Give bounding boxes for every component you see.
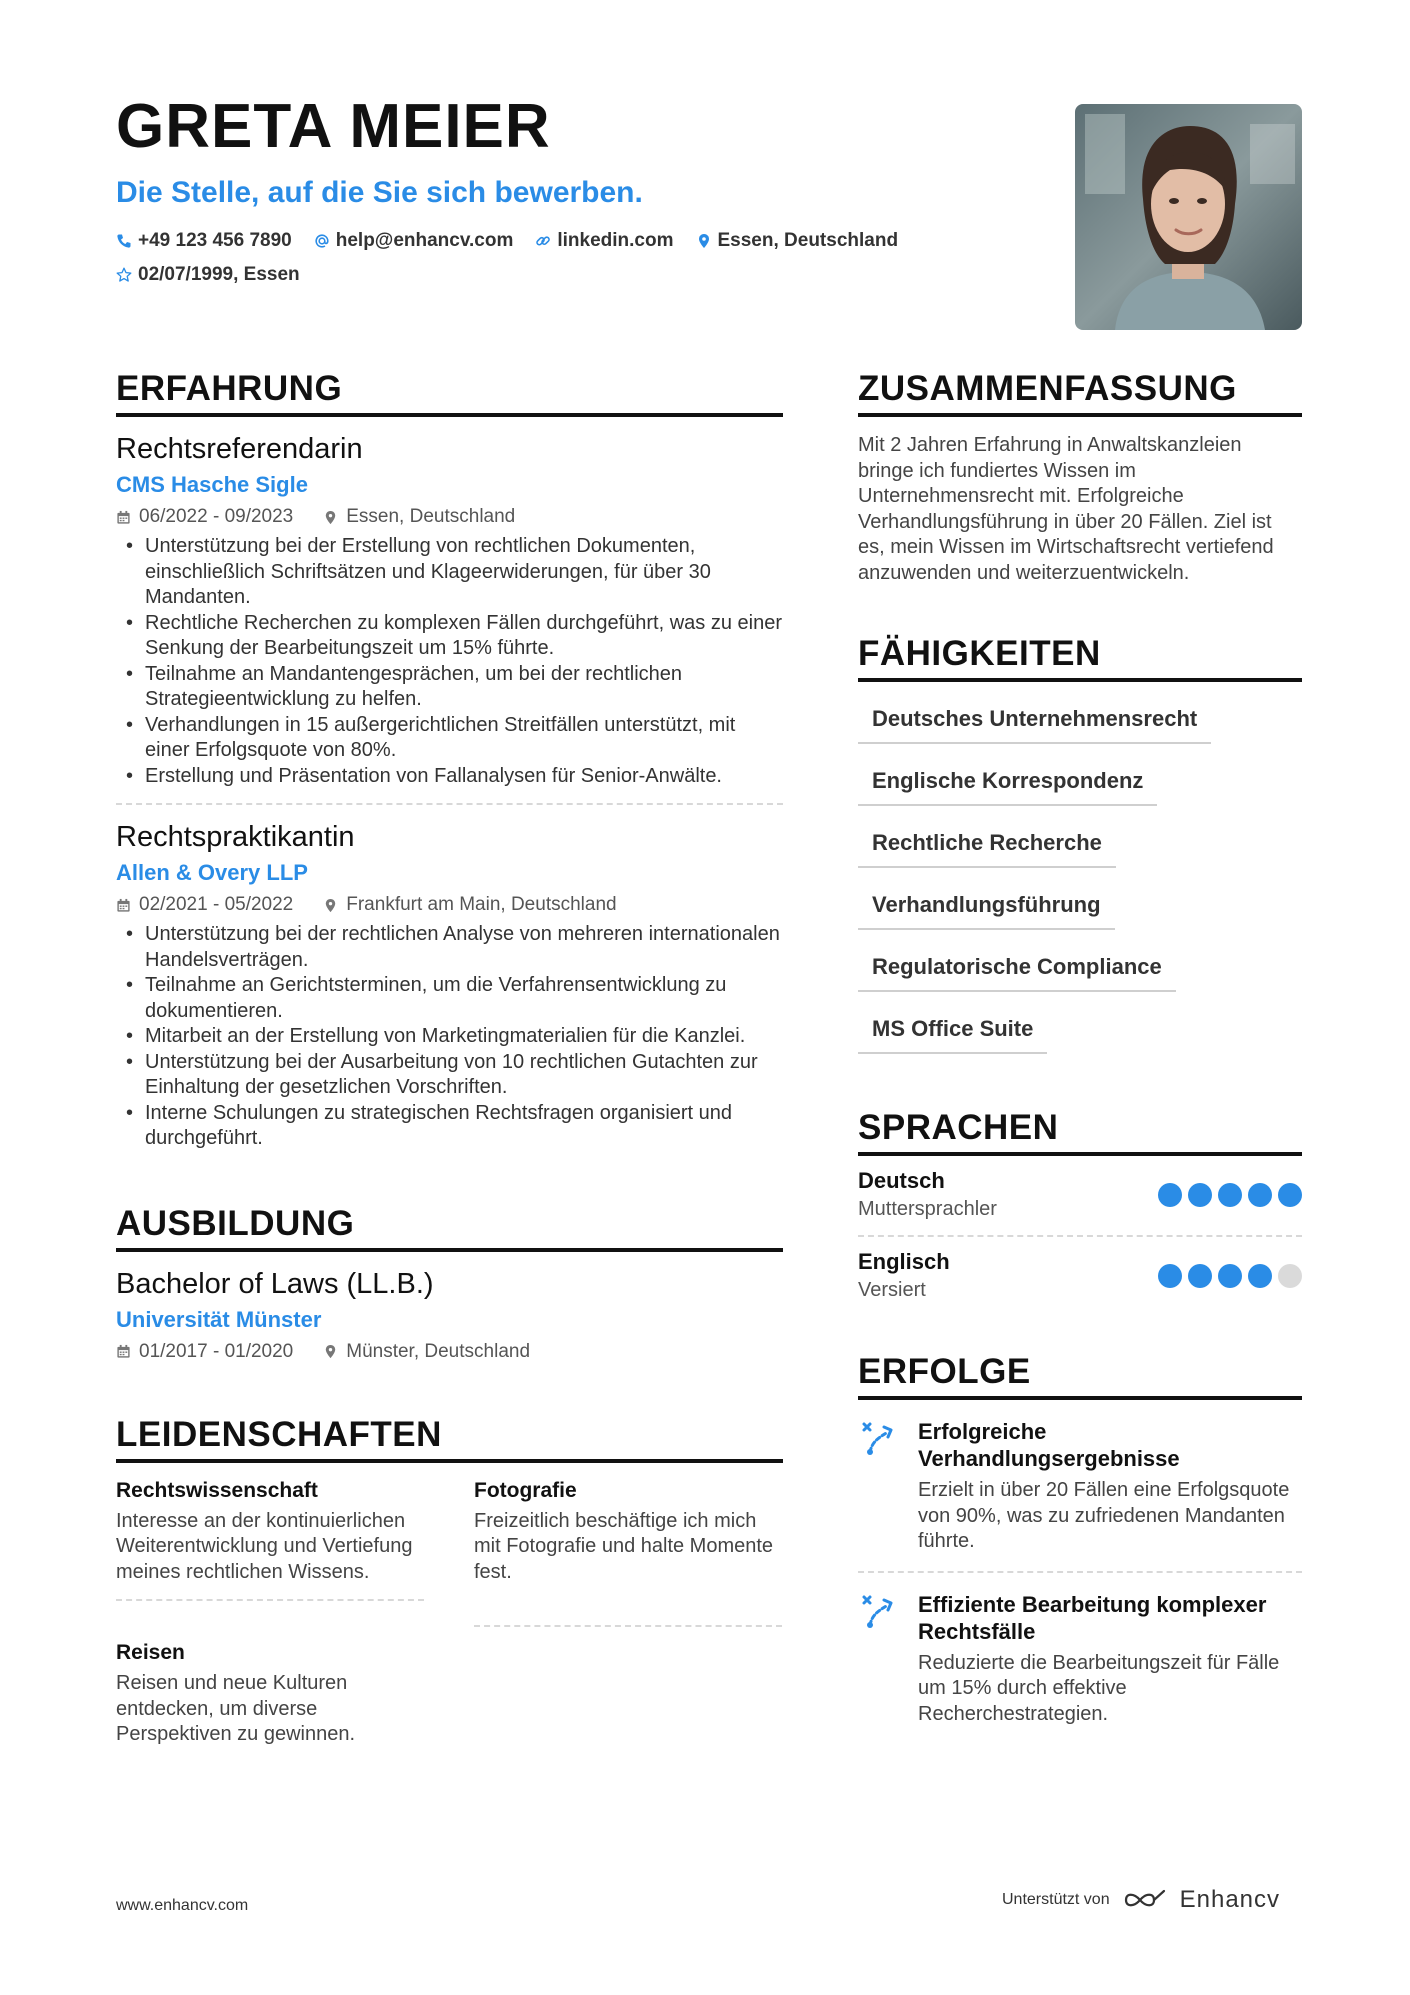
passions-heading: LEIDENSCHAFTEN — [116, 1415, 783, 1463]
divider — [116, 1599, 424, 1601]
location-contact — [696, 230, 899, 252]
skill-tag: Deutsches Unternehmensrecht — [858, 696, 1211, 744]
bullet-item: • Erstellung und Präsentation von Fallanalysen für Senior-Anwälte. — [116, 764, 783, 790]
summary-text: Mit 2 Jahren Erfahrung in Anwaltskanzleien bringe ich fundiertes Wissen im Unternehmensrecht mit. Erfolgreiche Verhandlungsführung in über 20 Fällen. Ziel ist es, mein Wissen im Wirtschaftsrecht vertiefend anzuwenden und weiterzuentwickeln. — [858, 434, 1274, 584]
location-text: Essen, Deutschland — [717, 230, 899, 251]
achievement-item — [858, 1573, 1302, 1728]
job-title: Die Stelle, auf die Sie sich bewerben. — [116, 176, 643, 209]
rating-dot-filled — [1248, 1264, 1272, 1288]
experience-entry-2 — [116, 821, 783, 1152]
map-pin-icon — [696, 233, 712, 249]
strategy-icon — [858, 1418, 898, 1458]
skills-heading: FÄHIGKEITEN — [858, 634, 1302, 682]
bullet-item: • Unterstützung bei der rechtlichen Analyse von mehreren internationalen Handelsverträgen. — [116, 922, 783, 973]
linkedin-text: linkedin.com — [557, 230, 674, 251]
passion-title: Rechtswissenschaft — [116, 1478, 318, 1502]
strategy-icon — [858, 1591, 898, 1631]
education-location: Münster, Deutschland — [346, 1340, 531, 1362]
bullet-item: • Teilnahme an Gerichtsterminen, um die Verfahrensentwicklung zu dokumentieren. — [116, 973, 783, 1024]
star-icon — [116, 267, 132, 283]
calendar-icon — [116, 1344, 131, 1359]
passion-text: Reisen und neue Kulturen entdecken, um diverse Perspektiven zu gewinnen. — [116, 1672, 356, 1745]
school-name: Universität Münster — [116, 1306, 322, 1332]
passion-text: Interesse an der kontinuierlichen Weiterentwicklung und Vertiefung meines rechtlichen Wissens. — [116, 1509, 413, 1583]
link-icon — [535, 233, 551, 249]
calendar-icon — [116, 510, 131, 525]
enhancv-logo-icon — [1122, 1887, 1168, 1913]
job-dates: 02/2021 - 05/2022 — [139, 894, 294, 915]
language-level: Muttersprachler — [858, 1198, 997, 1220]
job-meta — [116, 894, 783, 916]
footer-website[interactable]: www.enhancv.com — [116, 1897, 249, 1914]
achievement-text: Reduzierte die Bearbeitungszeit für Fälle um 15% durch effektive Recherchestrategien. — [918, 1651, 1280, 1725]
company-name: CMS Hasche Sigle — [116, 472, 308, 497]
email-contact[interactable] — [314, 230, 514, 252]
achievement-item — [858, 1400, 1302, 1555]
phone-contact — [116, 230, 292, 252]
bullet-item: • Unterstützung bei der Ausarbeitung von 10 rechtlichen Gutachten zur Einhaltung der gesetzlichen Vorschriften. — [116, 1050, 783, 1101]
rating-dot-empty — [1278, 1264, 1302, 1288]
experience-heading: ERFAHRUNG — [116, 369, 783, 417]
bullet-item: • Verhandlungen in 15 außergerichtlichen Streitfällen unterstützt, mit einer Erfolgsquote von 80%. — [116, 713, 783, 764]
achievement-title: Effiziente Bearbeitung komplexer Rechtsfälle — [918, 1591, 1267, 1644]
achievements-heading: ERFOLGE — [858, 1352, 1302, 1400]
summary-heading: ZUSAMMENFASSUNG — [858, 369, 1302, 417]
candidate-name: GRETA MEIER — [116, 92, 551, 161]
languages-heading: SPRACHEN — [858, 1108, 1302, 1156]
birth-text: 02/07/1999, Essen — [138, 264, 300, 285]
job-location: Essen, Deutschland — [346, 506, 516, 527]
education-heading: AUSBILDUNG — [116, 1204, 783, 1252]
skill-tag: Rechtliche Recherche — [858, 820, 1116, 868]
skill-tag: Verhandlungsführung — [858, 882, 1115, 930]
at-icon — [314, 233, 330, 249]
rating-dot-filled — [1158, 1183, 1182, 1207]
map-pin-icon — [323, 898, 338, 913]
rating-dot-filled — [1218, 1264, 1242, 1288]
job-role: Rechtspraktikantin — [116, 821, 355, 853]
job-role: Rechtsreferendarin — [116, 433, 363, 465]
passion-item — [116, 1479, 424, 1642]
language-name: Englisch — [858, 1249, 950, 1274]
map-pin-icon — [323, 1344, 338, 1359]
passions-grid — [116, 1479, 783, 1762]
powered-by-text: Unterstützt von — [1002, 1891, 1110, 1908]
language-item — [858, 1237, 1302, 1310]
company-name: Allen & Overy LLP — [116, 860, 308, 885]
bullet-item: • Rechtliche Recherchen zu komplexen Fällen durchgeführt, was zu einer Senkung der Bearbeitungszeit um 15% führte. — [116, 611, 783, 662]
bullet-item: • Teilnahme an Mandantengesprächen, um bei der rechtlichen Strategieentwicklung zu helfen. — [116, 662, 783, 713]
phone-text: +49 123 456 7890 — [138, 230, 292, 251]
divider — [116, 803, 783, 805]
language-rating — [1158, 1264, 1302, 1288]
rating-dot-filled — [1248, 1183, 1272, 1207]
divider — [474, 1625, 782, 1627]
language-rating — [1158, 1183, 1302, 1207]
passion-text: Freizeitlich beschäftige ich mich mit Fotografie und halte Momente fest. — [474, 1509, 774, 1583]
passion-item — [116, 1641, 424, 1762]
contact-info — [116, 230, 1016, 298]
experience-entry-1 — [116, 433, 783, 805]
education-entry — [116, 1268, 783, 1363]
language-level: Versiert — [858, 1279, 926, 1301]
rating-dot-filled — [1218, 1183, 1242, 1207]
right-column — [858, 369, 1302, 1727]
language-item — [858, 1156, 1302, 1229]
education-dates: 01/2017 - 01/2020 — [139, 1340, 294, 1362]
rating-dot-filled — [1158, 1264, 1182, 1288]
skill-tag: MS Office Suite — [858, 1006, 1047, 1054]
degree: Bachelor of Laws (LL.B.) — [116, 1267, 434, 1300]
achievement-title: Erfolgreiche Verhandlungsergebnisse — [918, 1419, 1180, 1471]
rating-dot-filled — [1188, 1264, 1212, 1288]
education-meta — [116, 1341, 783, 1363]
skill-tag: Regulatorische Compliance — [858, 944, 1176, 992]
passion-title: Fotografie — [474, 1478, 577, 1502]
language-name: Deutsch — [858, 1168, 945, 1193]
job-meta — [116, 506, 783, 528]
brand-name: Enhancv — [1179, 1886, 1281, 1913]
rating-dot-filled — [1188, 1183, 1212, 1207]
skills-list — [858, 696, 1302, 1068]
bullet-item: • Interne Schulungen zu strategischen Rechtsfragen organisiert und durchgeführt. — [116, 1101, 783, 1152]
passion-item — [474, 1479, 782, 1642]
job-dates: 06/2022 - 09/2023 — [139, 506, 294, 527]
phone-icon — [116, 233, 132, 249]
birth-contact — [116, 264, 300, 286]
skill-tag: Englische Korrespondenz — [858, 758, 1157, 806]
map-pin-icon — [323, 510, 338, 525]
job-bullets — [116, 922, 783, 1152]
bullet-item: • Mitarbeit an der Erstellung von Marketingmaterialien für die Kanzlei. — [116, 1024, 783, 1050]
calendar-icon — [116, 898, 131, 913]
passion-title: Reisen — [116, 1641, 185, 1664]
job-location: Frankfurt am Main, Deutschland — [346, 894, 617, 915]
profile-photo — [1075, 104, 1302, 330]
bullet-item: • Unterstützung bei der Erstellung von rechtlichen Dokumenten, einschließlich Schriftsätzen und Klageerwiderungen, für über 30 Mandanten. — [116, 534, 783, 611]
linkedin-contact[interactable] — [535, 230, 673, 252]
email-text: help@enhancv.com — [335, 230, 514, 251]
job-bullets — [116, 534, 783, 789]
left-column — [116, 369, 783, 1762]
rating-dot-filled — [1278, 1183, 1302, 1207]
footer-branding — [1002, 1886, 1280, 1914]
achievement-text: Erzielt in über 20 Fällen eine Erfolgsquote von 90%, was zu zufriedenen Mandanten führte. — [918, 1479, 1290, 1552]
